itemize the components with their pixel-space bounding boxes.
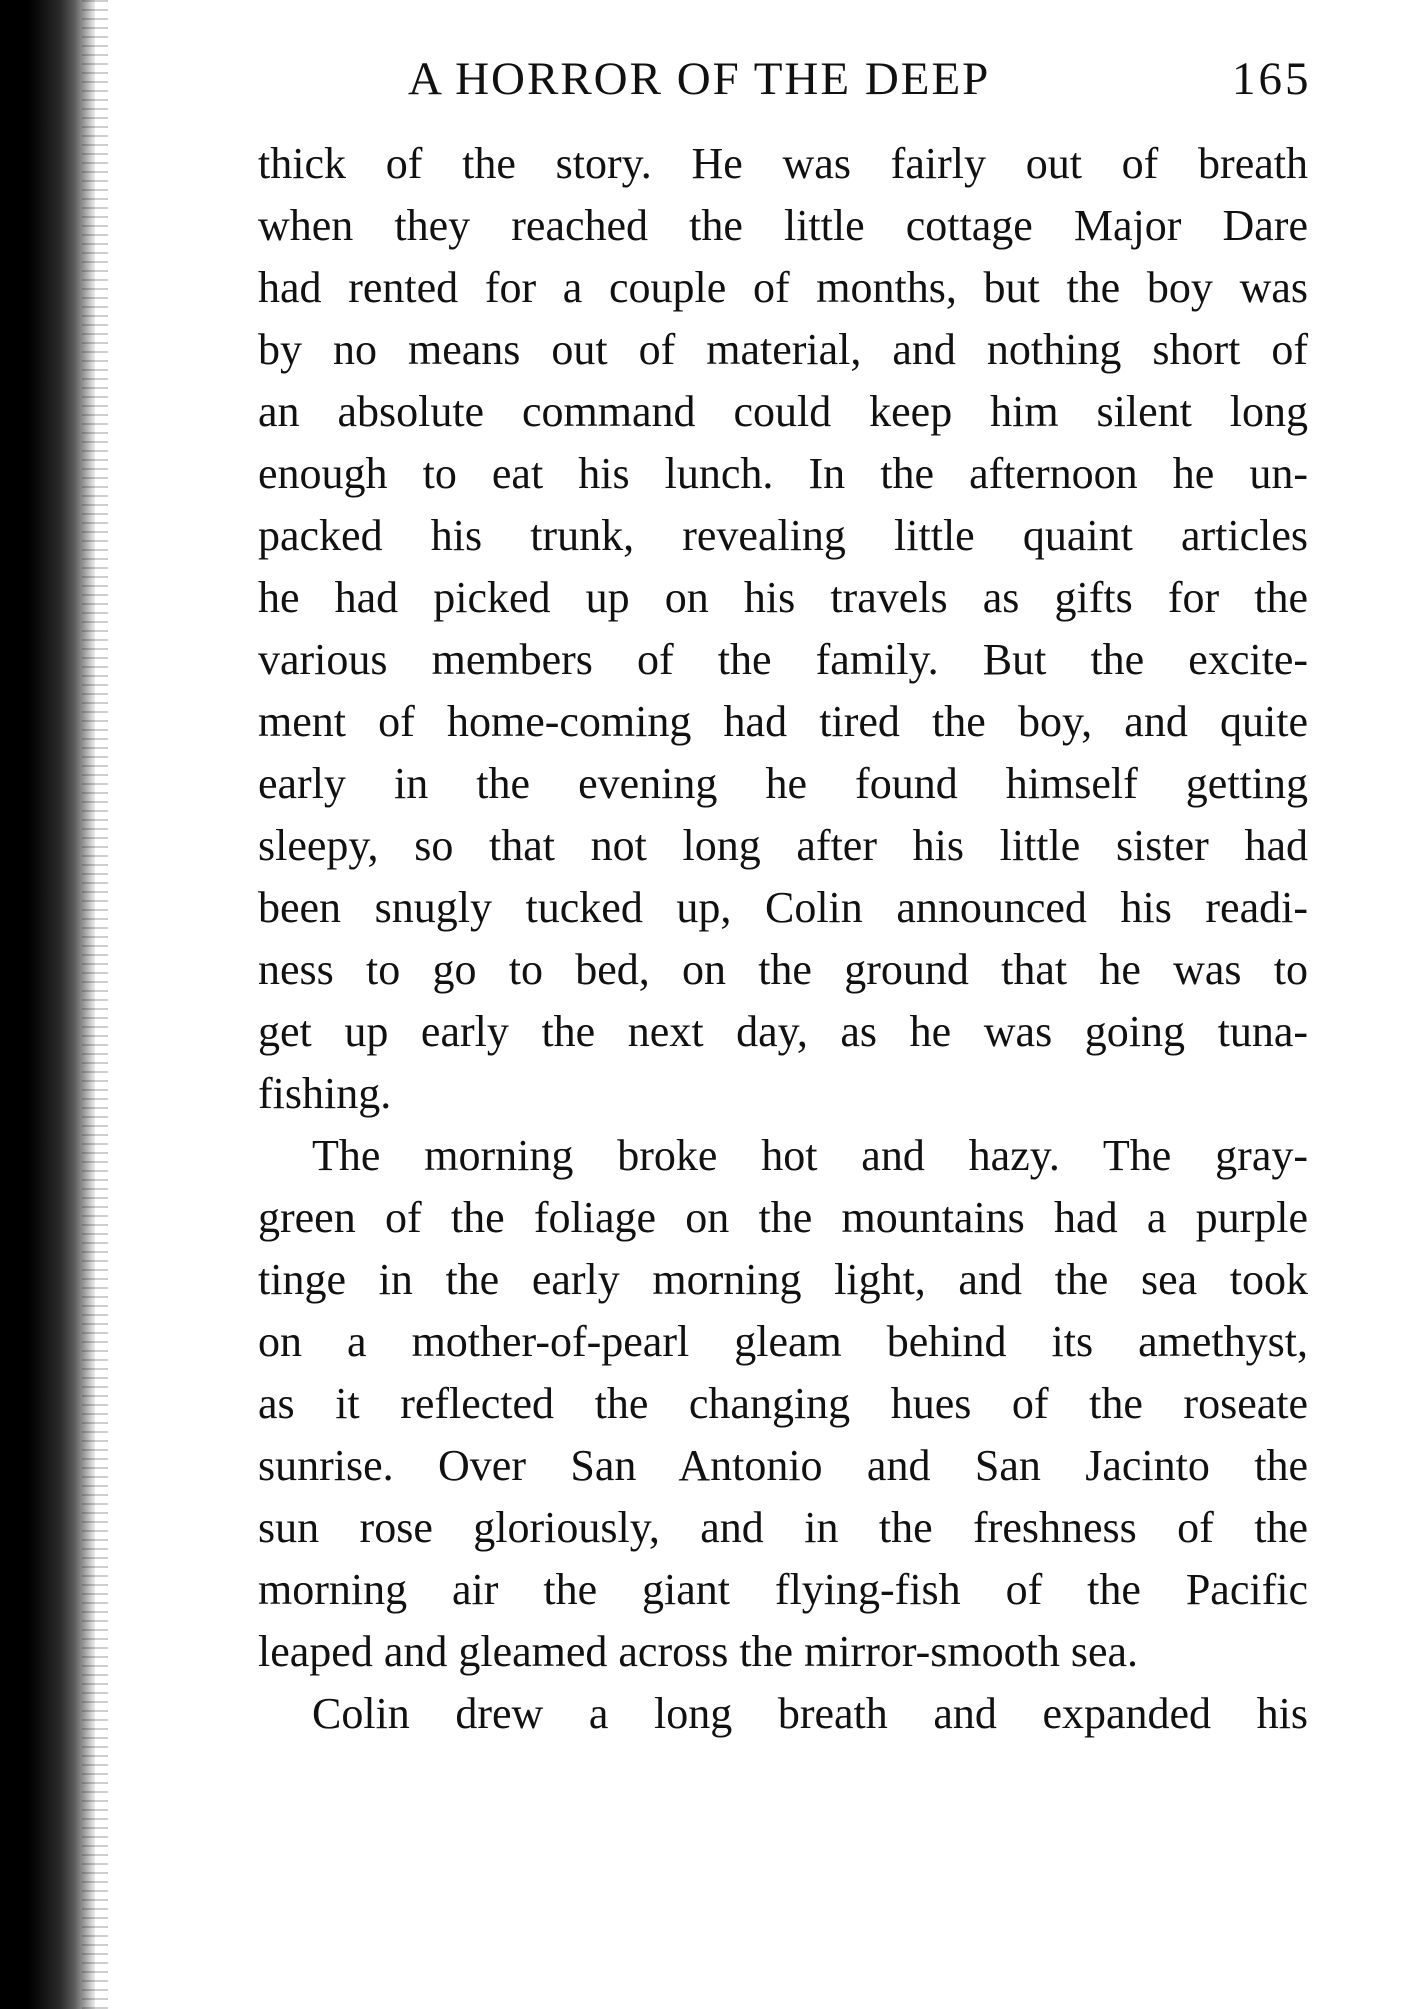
page-number: 165	[1232, 53, 1312, 105]
text-line: sun rose gloriously, and in the freshness of the	[258, 1503, 1308, 1552]
running-head-title: A HORROR OF THE DEEP	[408, 53, 991, 105]
text-line: as it reflected the changing hues of the roseate	[258, 1379, 1308, 1428]
text-line: various members of the family. But the excite-	[258, 635, 1308, 684]
text-line: sleepy, so that not long after his little sister had	[258, 821, 1308, 870]
text-line: sunrise. Over San Antonio and San Jacinto the	[258, 1441, 1308, 1490]
gutter-scan-noise	[82, 0, 108, 2009]
text-line: tinge in the early morning light, and the sea took	[258, 1255, 1308, 1304]
text-line: fishing.	[258, 1069, 392, 1118]
text-line: when they reached the little cottage Major Dare	[258, 201, 1308, 250]
text-line: been snugly tucked up, Colin announced his readi-	[258, 883, 1308, 932]
text-line: had rented for a couple of months, but the boy was	[258, 263, 1308, 312]
text-line: he had picked up on his travels as gifts for the	[258, 573, 1308, 622]
text-line: ness to go to bed, on the ground that he was to	[258, 945, 1308, 994]
text-line: green of the foliage on the mountains had a purple	[258, 1193, 1308, 1242]
text-line: The morning broke hot and hazy. The gray-	[312, 1131, 1308, 1180]
text-line: on a mother-of-pearl gleam behind its amethyst,	[258, 1317, 1308, 1366]
text-line: get up early the next day, as he was going tuna-	[258, 1007, 1308, 1056]
text-line: morning air the giant flying-fish of the Pacific	[258, 1565, 1308, 1614]
text-line: by no means out of material, and nothing short of	[258, 325, 1308, 374]
body-text	[258, 133, 1308, 1745]
text-line: enough to eat his lunch. In the afternoon he un-	[258, 449, 1308, 498]
running-head	[408, 44, 1312, 114]
text-line: thick of the story. He was fairly out of breath	[258, 139, 1308, 188]
text-line: ment of home-coming had tired the boy, and quite	[258, 697, 1308, 746]
text-line: early in the evening he found himself getting	[258, 759, 1308, 808]
text-line: an absolute command could keep him silent long	[258, 387, 1308, 436]
binding-gutter-shadow	[0, 0, 95, 2009]
text-line: Colin drew a long breath and expanded his	[312, 1689, 1308, 1738]
text-line: leaped and gleamed across the mirror-smooth sea.	[258, 1627, 1139, 1676]
text-line: packed his trunk, revealing little quaint articles	[258, 511, 1308, 560]
